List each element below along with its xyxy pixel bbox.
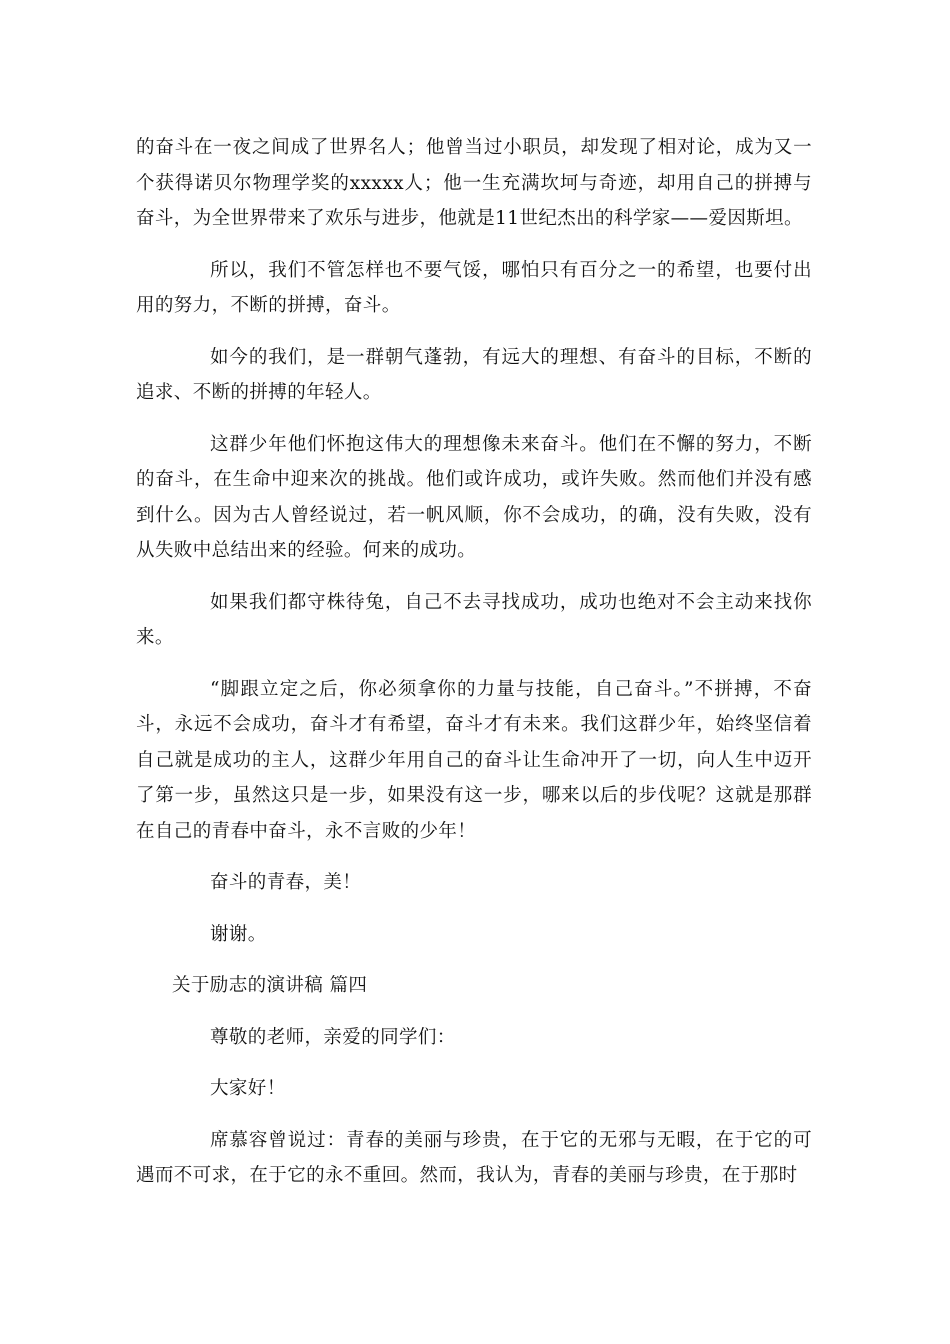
section-heading: 关于励志的演讲稿 篇四 xyxy=(172,975,368,996)
paragraph-ideals: 这群少年他们怀抱这伟大的理想像未来奋斗。他们在不懈的努力，不断的奋斗，在生命中迎来次的挑战。他们或许成功，或许失败。然而他们并没有感到什么。因为古人曾经说过，若一帆风顺，你不会成功，的确，没有失败，没有从失败中总结出来的经验。何来的成功。 xyxy=(136,433,812,561)
paragraph-waiting: 如果我们都守株待兔，自己不去寻找成功，成功也绝对不会主动来找你来。 xyxy=(136,591,812,648)
paragraph-xi-murong: 席慕容曾说过：青春的美丽与珍贵，在于它的无邪与无暇，在于它的可遇而不可求，在于它的永不重回。然而，我认为，青春的美丽与珍贵，在于那时 xyxy=(136,1129,812,1186)
paragraph-young-people: 如今的我们，是一群朝气蓬勃，有远大的理想、有奋斗的目标，不断的追求、不断的拼搏的年轻人。 xyxy=(136,346,812,403)
paragraph-quote: “脚跟立定之后，你必须拿你的力量与技能，自己奋斗。”不拼搏，不奋斗，永远不会成功，奋斗才有希望，奋斗才有未来。我们这群少年，始终坚信着自己就是成功的主人，这群少年用自己的奋斗让生命冲开了一切，向人生中迈开了第一步，虽然这只是一步，如果没有这一步，哪来以后的步伐呢？这就是那群在自己的青春中奋斗，永不言败的少年！ xyxy=(136,678,812,842)
document-body xyxy=(136,130,812,1194)
paragraph-thanks: 谢谢。 xyxy=(210,923,267,945)
paragraph-youth-beauty: 奋斗的青春，美！ xyxy=(210,872,362,893)
paragraph-never-give-up: 所以，我们不管怎样也不要气馁，哪怕只有百分之一的希望，也要付出用的努力，不断的拼搏，奋斗。 xyxy=(136,259,812,316)
paragraph-einstein: 的奋斗在一夜之间成了世界名人；他曾当过小职员，却发现了相对论，成为又一个获得诺贝尔物理学奖的xxxxx人；他一生充满坎坷与奇迹，却用自己的拼搏与奋斗，为全世界带来了欢乐与进步，他就是11世纪杰出的科学家——爱因斯坦。 xyxy=(136,137,812,229)
paragraph-greeting: 尊敬的老师，亲爱的同学们： xyxy=(210,1026,456,1048)
paragraph-hello: 大家好！ xyxy=(210,1078,286,1099)
